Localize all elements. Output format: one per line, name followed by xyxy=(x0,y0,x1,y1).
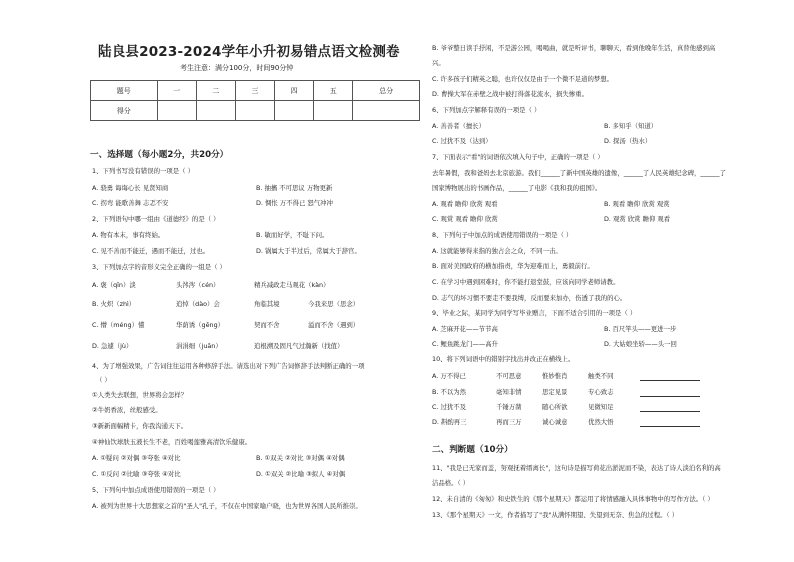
word-option: 诚心诚意 xyxy=(542,418,568,426)
option-text: A. 善善者（擅长） xyxy=(432,122,486,130)
word-option: 优然大悟 xyxy=(588,418,614,426)
option-text: A. 芝麻开花——节节高 xyxy=(432,325,498,333)
score-input-cell[interactable] xyxy=(275,101,314,121)
question-text: 7、下面表示"看"的词语依次填入句子中，正确的一项是（ ） xyxy=(432,153,604,161)
option-text: 精兵减政走马观花（kàn） xyxy=(254,281,330,289)
option-text: A. 骁勇 诲诲心长 见贤知商 xyxy=(92,184,169,192)
option-text: B. 面对美国政府的横加指责，华为迎难而上，勇毅前行。 xyxy=(432,262,594,270)
option-text: B. 多知乎（知道） xyxy=(604,122,658,130)
option-text: 今我来思（思念） xyxy=(308,300,360,308)
word-option: C. 过犹不及 xyxy=(432,403,467,411)
option-text: D. 志气的坏习惯不要走不要我缚，反而要来加办，伤透了我的的心。 xyxy=(432,294,627,302)
table-cell: 题号 xyxy=(91,81,158,101)
option-text: A. ①疑问 ②对偶 ③夸张 ④对比 xyxy=(92,454,181,462)
score-input-cell[interactable] xyxy=(235,101,274,121)
question-text: 9、毕业之际，某同学为同学写毕业赠言，下面不适合引用的一项是（ ） xyxy=(432,309,637,317)
table-cell: 一 xyxy=(157,81,196,101)
option-text: 兴。 xyxy=(432,59,445,67)
option-text: D. 曹操大军在赤壁之战中被打得落花流水，损失惨重。 xyxy=(432,90,588,98)
option-text: A. 被列为世界十大思想家之首的"圣人"孔子，不仅在中国家喻户晓，也为世界各国人民所推崇。 xyxy=(92,502,362,510)
judgement-question: 13、《那个星期天》一文，作者描写了"我"从满怀期望、失望到无奈、焦急的过程。（ ） xyxy=(432,511,679,519)
option-text: C. 懵（méng）懂 xyxy=(92,321,145,329)
option-text: C. 拐弯 能歌善舞 志忑不安 xyxy=(92,199,169,207)
option-text: B. 观看 瞻仰 欣赏 观赏 xyxy=(604,200,670,208)
word-option: 再而三万 xyxy=(496,418,522,426)
word-option: 毫知非情 xyxy=(496,388,522,396)
word-option: B. 不以为然 xyxy=(432,388,467,396)
judgement-question: 洁品格。（ ） xyxy=(432,479,470,487)
option-text: D. 急遽（jù） xyxy=(92,342,133,350)
ad-slogan: ④神仙饮球肤玉液长生不老，百姓喝莲雅高清饮乐健康。 xyxy=(92,438,252,446)
option-text: 契而不舍 xyxy=(254,321,280,329)
option-text: A. 观看 瞻仰 欣赏 观看 xyxy=(432,200,498,208)
section-heading: 一、选择题（每小题2分，共20分） xyxy=(90,150,229,160)
word-option: A. 万不得已 xyxy=(432,372,466,380)
option-text: 追根溯及固凡气过瀚新（找值） xyxy=(254,342,344,350)
table-cell: 得分 xyxy=(91,101,158,121)
option-text: B. 敏而好学，不耻下问。 xyxy=(256,231,329,239)
option-text: D. 探汤（热水） xyxy=(604,137,652,145)
answer-bracket: （ ） xyxy=(96,376,111,384)
table-cell: 二 xyxy=(196,81,235,101)
word-option: 思定见景 xyxy=(542,388,568,396)
option-text: C. ①反问 ②比喻 ③夸张 ④对比 xyxy=(92,470,181,478)
option-text: C. 许多孩子们精英之聪，也许仅仅是由于一个微不足道的梦想。 xyxy=(432,75,614,83)
option-text: D. 大姑娘坐轿——头一回 xyxy=(604,340,677,348)
option-text: 华荫诱（gēng） xyxy=(176,321,225,329)
passage-text: 去年暑假，我和爸妈去北京旅游。我们______了新中国英雄的遗像，______了人民英雄纪念碑，______了 xyxy=(432,169,726,177)
option-text: 头涔涔（cén） xyxy=(176,281,220,289)
judgement-question: 11、"我是已无家而盖，努观抚着缙离长"，这句诗是描写荷花出淤泥而不染，表达了诗人淡泊名利的高 xyxy=(432,464,721,472)
option-text: 涓涓细（juān） xyxy=(176,342,222,350)
option-text: C. 在学习中遇到困难时，你不能打退堂鼓，应该向同学老师请教。 xyxy=(432,278,620,286)
option-text: A. 这就能够得来指的独占会之众，不同一击。 xyxy=(432,247,562,255)
judgement-question: 12、未自清的《匆匆》和史铁生的《那个星期天》都运用了将情感融入具体事物中的写作方法。（ ） xyxy=(432,495,714,503)
option-text: C. 鲤鱼跳龙门——高升 xyxy=(432,340,499,348)
score-input-cell[interactable] xyxy=(196,101,235,121)
option-text: C. 见不善而不能迁，遇而不能迁，过也。 xyxy=(92,247,210,255)
question-text: 5、下列句中加点成语使用错误的一项是（ ） xyxy=(92,486,220,494)
option-text: D. ①双关 ②比喻 ③拟人 ④对偶 xyxy=(256,470,346,478)
exam-notice: 考生注意：满分100分，时间90分钟 xyxy=(180,64,294,72)
table-cell: 五 xyxy=(314,81,353,101)
question-text: 10、将下列词语中的错别字找出并改正在横线上。 xyxy=(432,355,575,363)
table-cell: 四 xyxy=(275,81,314,101)
exam-title: 陆良县2023-2024学年小升初易错点语文检测卷 xyxy=(98,44,400,60)
ad-slogan: ①人类失去联想，世界将会怎样？ xyxy=(92,391,188,399)
option-text: B. 百尺竿头——更进一步 xyxy=(604,325,677,333)
option-text: D. 观赏 欣赏 瞻仰 观看 xyxy=(604,215,671,223)
word-option: D. 斟酌再三 xyxy=(432,418,467,426)
word-option: 惟妙惟肖 xyxy=(542,372,568,380)
option-text: D. 惆怅 万不得已 怒气冲冲 xyxy=(256,199,333,207)
question-text: 8、下列句子中加点的成语使用错误的一项是（ ） xyxy=(432,231,573,239)
table-cell: 总分 xyxy=(353,81,420,101)
score-table-score-row xyxy=(91,101,420,121)
word-option: 随心所欲 xyxy=(542,403,568,411)
option-text: A. 褒（qīn）淡 xyxy=(92,281,136,289)
word-option: 专心致志 xyxy=(588,388,614,396)
word-option: 不可思意 xyxy=(496,372,522,380)
answer-blank[interactable] xyxy=(640,419,700,427)
passage-text: 国家博物展出的书画作品，______了电影《我和我的祖国》。 xyxy=(432,184,602,192)
question-text: 3、下列加点字的音形义完全正确的一组是（ ） xyxy=(92,263,226,271)
option-text: C. 过犹不及（达到） xyxy=(432,137,492,145)
option-text: B. 火炽（zhì） xyxy=(92,300,136,308)
option-text: B. ①双关 ②对比 ③对偶 ④对偶 xyxy=(256,454,345,462)
ad-slogan: ②牛奶香浓，丝般感受。 xyxy=(92,406,162,414)
option-text: 追悼（dào）会 xyxy=(176,300,220,308)
table-cell: 三 xyxy=(235,81,274,101)
score-input-cell[interactable] xyxy=(353,101,420,121)
answer-blank[interactable] xyxy=(640,373,700,381)
section-heading: 二、判断题（10分） xyxy=(432,445,513,455)
word-option: 见微知足 xyxy=(588,403,614,411)
option-text: D. 锅属大于半过后，常属大于辞官。 xyxy=(256,247,361,255)
question-text: 1、下列书写没有错误的一项是（ ） xyxy=(92,167,194,175)
option-text: B. 抽搐 不可思议 万物更新 xyxy=(256,184,333,192)
word-option: 千锤万凿 xyxy=(496,403,522,411)
option-text: C. 观赏 观看 瞻仰 欣赏 xyxy=(432,215,498,223)
option-text: 角临其境 xyxy=(254,300,280,308)
word-option: 触类不同 xyxy=(588,372,614,380)
score-table xyxy=(90,80,420,121)
option-text: B. 爷爷整日读手抒闲，不是游公园，喝喝曲，就是听评书，聊聊天，看到他晚年生活，真替他感到高 xyxy=(432,44,716,52)
score-input-cell[interactable] xyxy=(314,101,353,121)
question-text: 6、下列加点字解释有误的一项是（ ） xyxy=(432,106,541,114)
score-table-header-row xyxy=(91,81,420,101)
question-text: 2、下列语句中哪一组由《道德经》的是（ ） xyxy=(92,215,220,223)
question-text: 4、为了增强效果，广告词往往运用各种修辞手法。请选出对下列广告词修辞手法判断正确的一项 xyxy=(92,362,365,370)
ad-slogan: ③新新面幅精卡，你我沟通天下。 xyxy=(92,422,188,430)
option-text: 溢而不舍（遇到） xyxy=(308,321,360,329)
answer-blank[interactable] xyxy=(640,389,700,397)
option-text: A. 物有本末，事有终始。 xyxy=(92,231,165,239)
answer-blank[interactable] xyxy=(640,404,700,412)
score-input-cell[interactable] xyxy=(157,101,196,121)
